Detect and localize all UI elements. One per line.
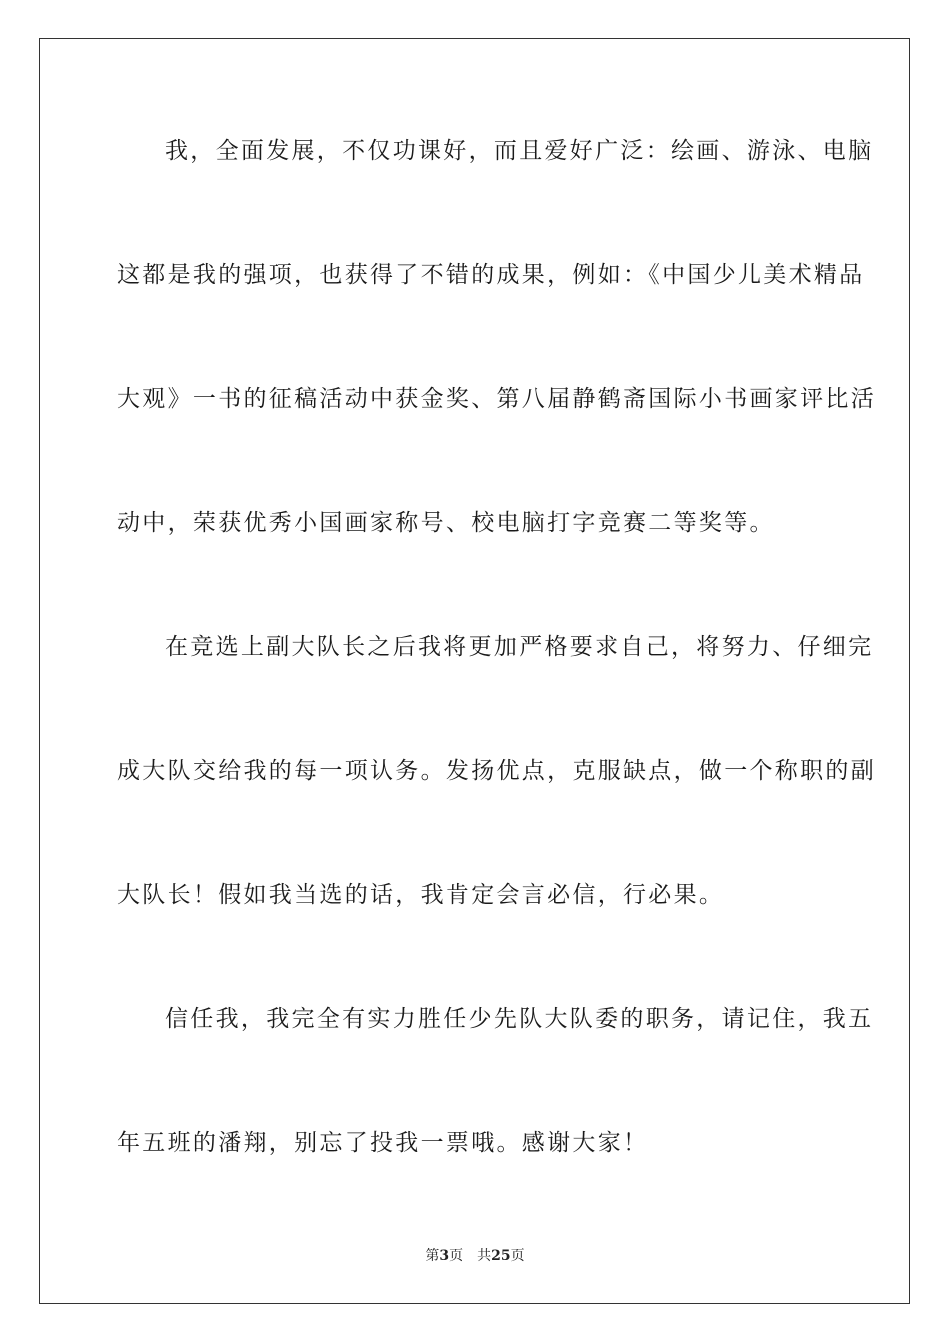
paragraph-1-line-4: 动中，荣获优秀小国画家称号、校电脑打字竞赛二等奖等。: [117, 510, 775, 536]
total-pages-number: 25: [491, 1248, 511, 1264]
page-frame: [39, 38, 910, 1304]
paragraph-2-line-1: 在竞选上副大队长之后我将更加严格要求自己，将努力、仔细完: [165, 634, 874, 660]
paragraph-1-line-2: 这都是我的强项，也获得了不错的成果，例如：《中国少儿美术精品: [117, 262, 865, 288]
page-number-label: 第3页: [425, 1248, 464, 1264]
paragraph-2-line-2: 成大队交给我的每一项认务。发扬优点，克服缺点，做一个称职的副: [117, 758, 876, 784]
paragraph-2-line-3: 大队长！假如我当选的话，我肯定会言必信，行必果。: [117, 882, 725, 908]
current-page-number: 3: [439, 1248, 450, 1264]
paragraph-3-line-1: 信任我，我完全有实力胜任少先队大队委的职务，请记住，我五: [165, 1006, 874, 1032]
page-footer: [0, 1247, 950, 1265]
total-pages-label: 共25页: [477, 1248, 525, 1264]
paragraph-1-line-1: 我，全面发展，不仅功课好，而且爱好广泛：绘画、游泳、电脑: [165, 138, 874, 164]
paragraph-1-line-3: 大观》一书的征稿活动中获金奖、第八届静鹤斋国际小书画家评比活: [117, 386, 876, 412]
paragraph-3-line-2: 年五班的潘翔，别忘了投我一票哦。感谢大家！: [117, 1130, 649, 1156]
